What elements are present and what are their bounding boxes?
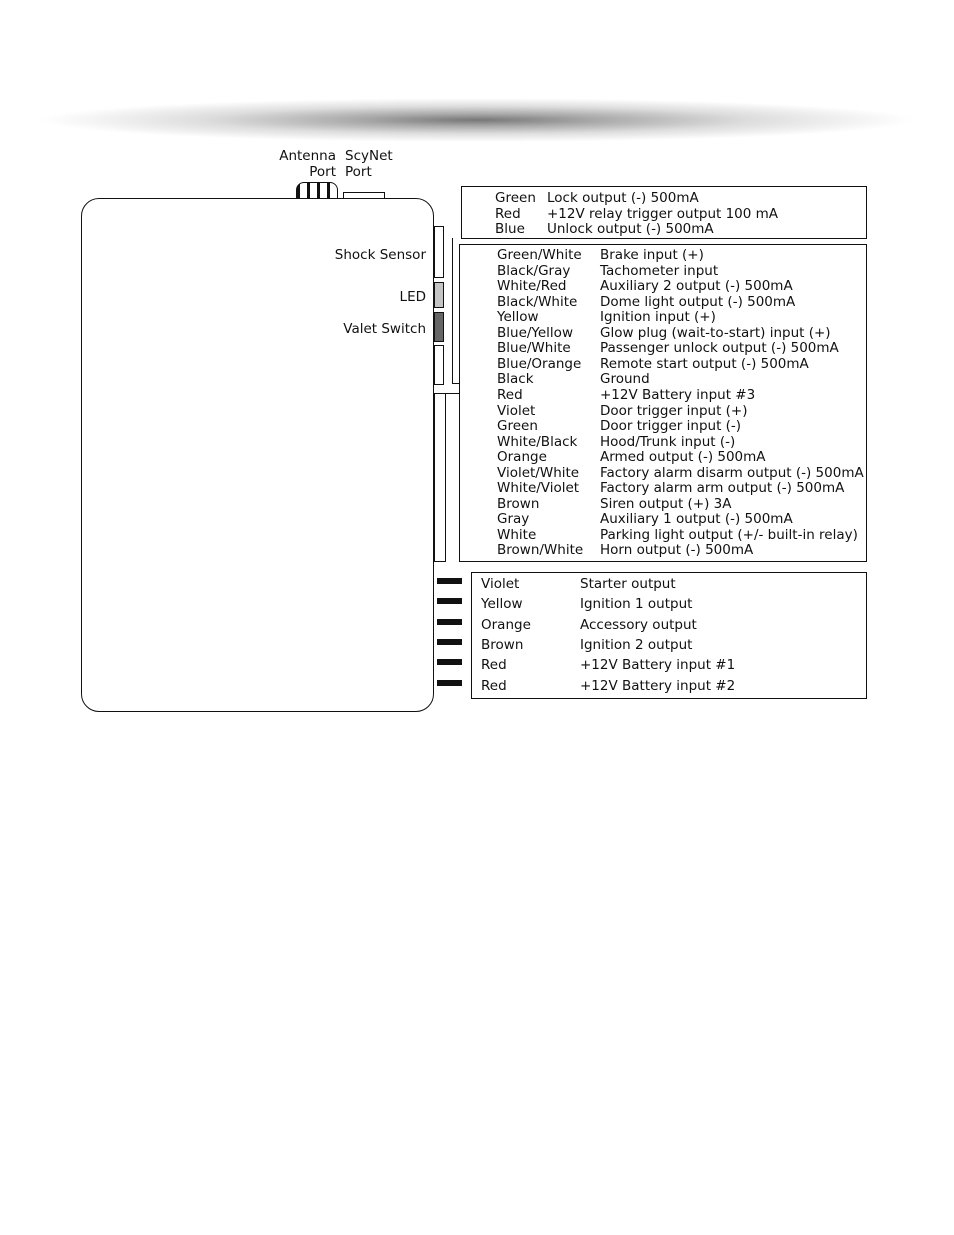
wire-function: +12V Battery input #1 <box>580 657 736 674</box>
wire-color: Red <box>481 657 507 674</box>
wire-color: Black <box>497 371 534 388</box>
shock-sensor-label: Shock Sensor <box>334 247 426 263</box>
wire-color: Blue/White <box>497 340 571 357</box>
main-harness-wire-path <box>446 393 460 394</box>
wire-function: Armed output (-) 500mA <box>600 449 766 466</box>
main-harness-row <box>497 497 877 513</box>
wire-color: Violet <box>481 576 520 592</box>
heavy-harness-row <box>481 577 861 597</box>
heavy-harness-row <box>481 618 861 638</box>
wire-function: Auxiliary 2 output (-) 500mA <box>600 278 793 295</box>
wire-function: Accessory output <box>580 616 697 633</box>
top-harness-row <box>495 222 875 238</box>
wire-color: Brown <box>497 495 540 512</box>
wire-color: Orange <box>481 616 531 633</box>
top-harness-row <box>495 207 875 223</box>
heavy-wire-stub <box>437 639 462 645</box>
main-harness-row <box>497 341 877 357</box>
wire-function: Auxiliary 1 output (-) 500mA <box>600 511 793 528</box>
wire-function: Dome light output (-) 500mA <box>600 293 796 310</box>
heavy-harness-row <box>481 679 861 699</box>
antenna-port-label-line2: Port <box>309 164 336 180</box>
wire-color: Brown <box>481 636 524 653</box>
wire-function: Passenger unlock output (-) 500mA <box>600 340 839 357</box>
heavy-wire-stub <box>437 680 462 686</box>
main-harness-row <box>497 481 877 497</box>
wire-function: Door trigger input (+) <box>600 402 748 419</box>
heavy-wire-stub <box>437 659 462 665</box>
antenna-port-label <box>250 148 336 180</box>
wire-function: Hood/Trunk input (-) <box>600 433 736 450</box>
wire-color: Red <box>495 205 521 222</box>
wire-function: Factory alarm arm output (-) 500mA <box>600 480 845 497</box>
wire-function: Ignition 2 output <box>580 636 693 653</box>
main-harness-row <box>497 528 877 544</box>
heavy-wire-stub <box>437 598 462 604</box>
header-gradient-bar <box>40 98 914 142</box>
wire-color: Yellow <box>497 309 539 326</box>
wire-function: +12V Battery input #2 <box>580 677 736 694</box>
main-harness-row <box>497 326 877 342</box>
heavy-wire-stub <box>437 619 462 625</box>
wire-color: White/Violet <box>497 480 580 497</box>
main-harness-row <box>497 357 877 373</box>
wire-color: Blue/Orange <box>497 355 582 372</box>
wire-function: Siren output (+) 3A <box>600 495 732 512</box>
main-harness-row <box>497 248 877 264</box>
wire-function: +12V Battery input #3 <box>600 386 756 403</box>
wire-color: Gray <box>497 511 530 528</box>
wire-function: +12V relay trigger output 100 mA <box>547 205 779 222</box>
wire-color: Red <box>497 386 523 403</box>
valet-switch-label: Valet Switch <box>343 321 426 337</box>
shock-sensor-port <box>434 226 444 278</box>
wire-function: Brake input (+) <box>600 247 704 263</box>
main-harness-row <box>497 466 877 482</box>
wire-function: Parking light output (+/- built-in relay) <box>600 526 858 543</box>
wire-color: White/Red <box>497 278 567 295</box>
wire-color: Brown/White <box>497 542 584 559</box>
main-harness-row <box>497 450 877 466</box>
wire-color: Blue <box>495 221 525 237</box>
wire-function: Unlock output (-) 500mA <box>547 221 714 237</box>
heavy-harness-row <box>481 597 861 617</box>
led-label: LED <box>399 289 426 305</box>
main-harness-row <box>497 419 877 435</box>
wire-color: Yellow <box>481 596 523 613</box>
wire-color: White <box>497 526 537 543</box>
main-harness-row <box>497 404 877 420</box>
wire-function: Tachometer input <box>600 262 719 279</box>
wire-function: Ignition input (+) <box>600 309 716 326</box>
main-harness-row <box>497 512 877 528</box>
wire-color: Orange <box>497 449 547 466</box>
scynet-port-label <box>345 148 393 180</box>
wire-color: Violet <box>497 402 536 419</box>
main-harness-connector <box>434 393 446 562</box>
heavy-wire-stub <box>437 578 462 584</box>
main-harness-row <box>497 295 877 311</box>
main-harness-row <box>497 543 877 559</box>
wire-color: Black/White <box>497 293 578 310</box>
wire-color: Violet/White <box>497 464 580 481</box>
wire-color: Green <box>495 190 536 206</box>
wire-function: Factory alarm disarm output (-) 500mA <box>600 464 864 481</box>
heavy-harness-row <box>481 638 861 658</box>
main-harness-row <box>497 372 877 388</box>
main-harness-row <box>497 310 877 326</box>
wire-function: Ground <box>600 371 650 388</box>
main-harness-row <box>497 388 877 404</box>
valet-switch-port <box>434 312 444 342</box>
wire-color: Black/Gray <box>497 262 571 279</box>
wire-function: Remote start output (-) 500mA <box>600 355 809 372</box>
main-harness-row <box>497 435 877 451</box>
wire-color: Green/White <box>497 247 582 263</box>
wire-function: Ignition 1 output <box>580 596 693 613</box>
wire-function: Lock output (-) 500mA <box>547 190 699 206</box>
scynet-port-label-line2: Port <box>345 164 372 180</box>
top-harness-row <box>495 191 875 207</box>
control-unit-body <box>81 198 434 712</box>
wire-color: White/Black <box>497 433 578 450</box>
scynet-port-label-line1: ScyNet <box>345 148 393 164</box>
wire-function: Glow plug (wait-to-start) input (+) <box>600 324 831 341</box>
antenna-port-label-line1: Antenna <box>279 148 336 164</box>
main-harness-row <box>497 264 877 280</box>
main-harness-row <box>497 279 877 295</box>
top-harness-connector <box>434 345 444 385</box>
wire-color: Blue/Yellow <box>497 324 573 341</box>
led-port <box>434 282 444 308</box>
wire-color: Red <box>481 677 507 694</box>
wire-color: Green <box>497 418 538 435</box>
wire-function: Door trigger input (-) <box>600 418 742 435</box>
wire-function: Starter output <box>580 576 676 592</box>
wire-function: Horn output (-) 500mA <box>600 542 754 559</box>
heavy-harness-row <box>481 658 861 678</box>
